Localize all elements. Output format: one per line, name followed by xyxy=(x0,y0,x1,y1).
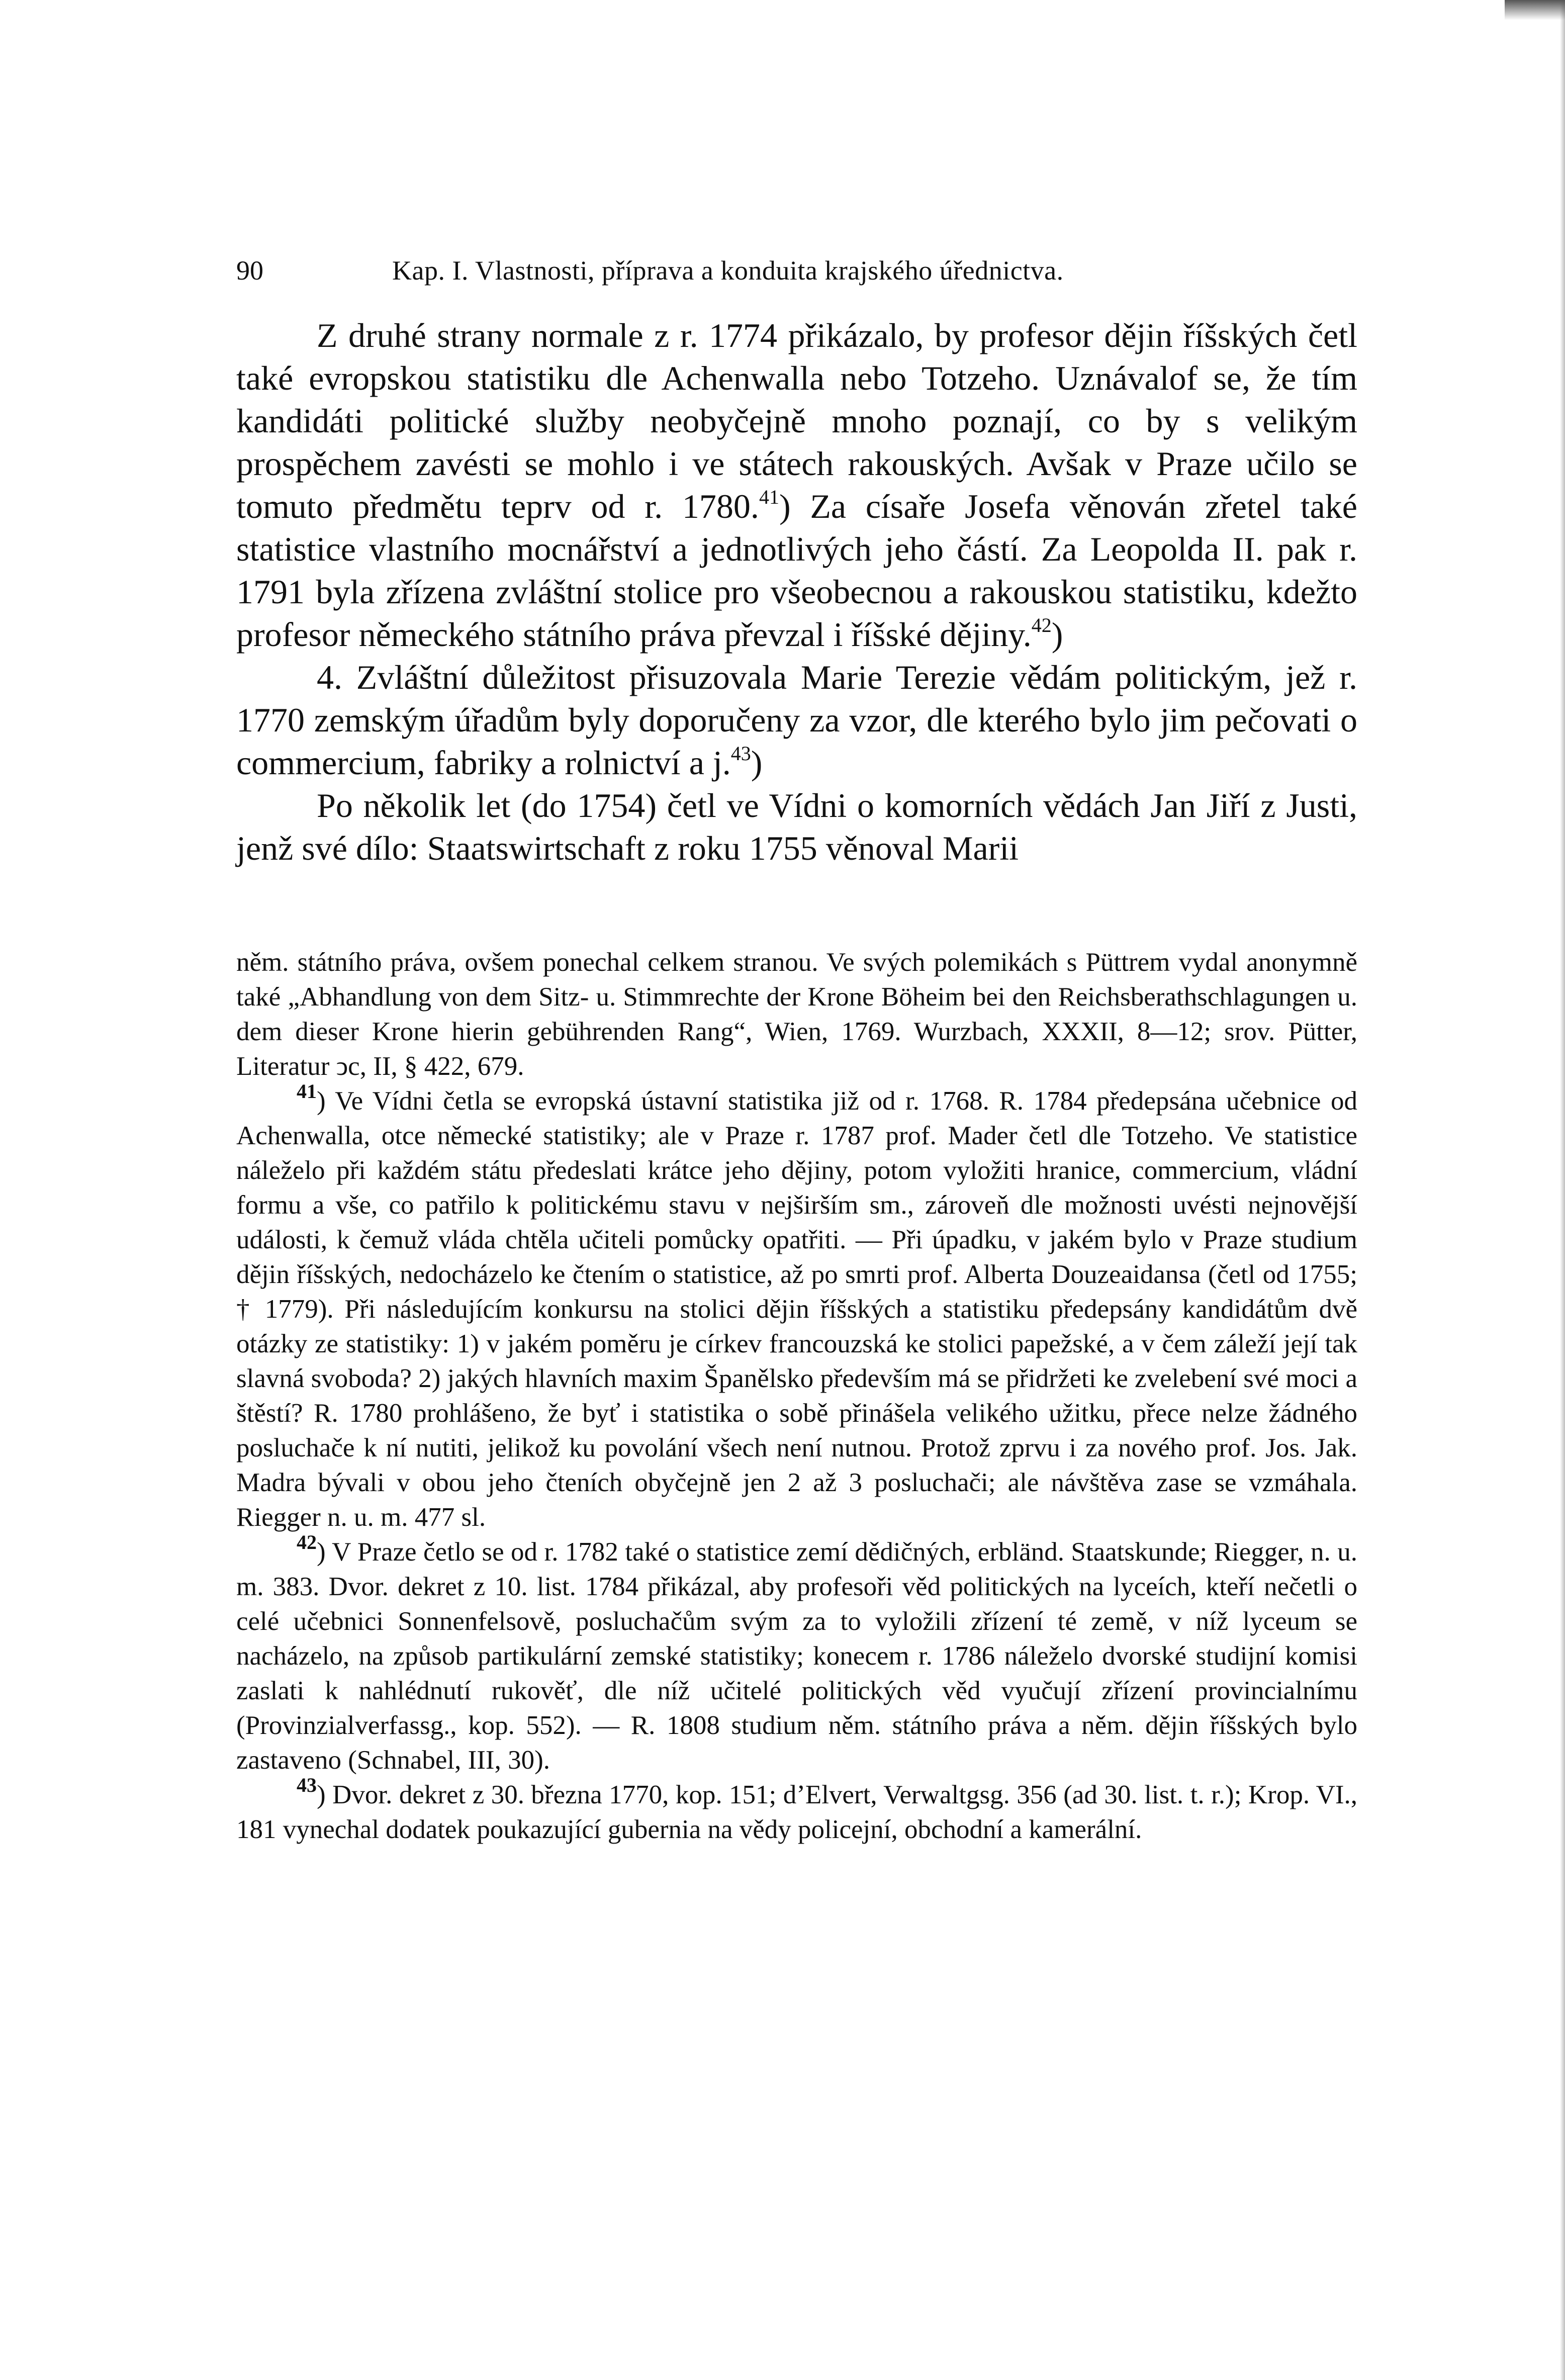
paragraph-text: ) Za císaře Josefa věnován zřetel také statistice vlastního mocnářství a jednotlivých jeho částí. Za Leopolda II. pak r. 1791 byla zřízena zvláštní stolice pro všeobecnou a rakouskou statistiku, kdežto profesor německého státního práva převzal i říšské dějiny. xyxy=(236,487,1357,654)
footnote-ref-41[interactable]: 41 xyxy=(759,486,779,509)
footnote-ref-42[interactable]: 42 xyxy=(1031,614,1052,637)
footnotes xyxy=(236,945,1357,1847)
running-title: Kap. I. Vlastnosti, příprava a konduita krajského úřednictva. xyxy=(392,255,1064,286)
paragraph-statistics xyxy=(236,314,1357,656)
footnote-42 xyxy=(236,1531,1357,1778)
page-header xyxy=(236,250,1342,291)
footnote-text: ) Ve Vídni četla se evropská ústavní statistika již od r. 1768. R. 1784 předepsána učebnice od Achenwalla, otce německé statistiky; ale v Praze r. 1787 prof. Mader četl dle Totzeho. Ve statistice náleželo při každém státu předeslati krátce jeho dějiny, potom vyložiti hranice, commercium, vládní formu a vše, co patřilo k politickému stavu v nejširším sm., zároveň dle možnosti uvésti nejnovější události, k čemuž vláda chtěla učiteli pomůcky opatřiti. — Při úpadku, v jakém bylo v Praze studium dějin říšských, nedocházelo ke čtením o statistice, až po smrti prof. Alberta Douzeaidansa (četl od 1755; † 1779). Při následujícím konkursu na stolici dějin říšských a statistiku předepsány kandidátům dvě otázky ze statistiky: 1) v jakém poměru je církev francouzská ke stolici papežské, a v čem záleží její tak slavná svoboda? 2) jakých hlavních maxim Španělsko především má se přidržeti ke zvelebení své moci a štěstí? R. 1780 prohlášeno, že byť i statistika o sobě přinášela velikého užitku, přece nelze žádného posluchače k ní nutiti, jelikož ku povolání všech není nutnou. Protož zprvu i za nového prof. Jos. Jak. Madra bývali v obou jeho čteních obyčejně jen 2 až 3 posluchači; ale návštěva zase se vzmáhala. Riegger n. u. m. 477 sl. xyxy=(236,1086,1357,1532)
footnote-continuation xyxy=(236,945,1357,1084)
paragraph-text: 4. Zvláštní důležitost přisuzovala Marie Terezie vědám politickým, jež r. 1770 zemským úřadům byly doporučeny za vzor, dle kterého bylo jim pečovati o commercium, fabriky a rolnictví a j. xyxy=(236,658,1357,782)
paragraph-text: Z druhé strany normale z r. 1774 přikázalo, by profesor dějin říšských četl také evropskou statistiku dle Achenwalla nebo Totzeho. Uznávalof se, že tím kandidáti politické služby neobyčejně mnoho poznají, co by s velikým prospěchem zavésti se mohlo i ve státech rakouských. Avšak v Praze učilo se tomuto předmětu teprv od r. 1780. xyxy=(236,316,1357,525)
paragraph-political-sciences xyxy=(236,656,1357,784)
footnote-marker-41: 41 xyxy=(297,1080,317,1103)
paragraph-text: ) xyxy=(751,744,763,782)
footnote-marker-43: 43 xyxy=(297,1774,317,1797)
scan-corner-shadow xyxy=(1505,0,1565,20)
footnote-text: něm. státního práva, ovšem ponechal celkem stranou. Ve svých polemikách s Püttrem vydal anonymně také „Abhandlung von dem Sitz- u. Stimmrechte der Krone Böheim bei den Reichsberathschlagungen u. dem dieser Krone hierin gebührenden Rang“, Wien, 1769. Wurzbach, XXXII, 8—12; srov. Pütter, Literatur ↄc, II, § 422, 679. xyxy=(236,948,1357,1081)
main-text xyxy=(236,314,1357,870)
page-number: 90 xyxy=(236,255,263,286)
footnote-ref-43[interactable]: 43 xyxy=(730,742,751,765)
paragraph-text: ) xyxy=(1051,615,1063,654)
footnote-marker-42: 42 xyxy=(297,1531,317,1554)
paragraph-justi xyxy=(236,784,1357,870)
footnote-text: ) V Praze četlo se od r. 1782 také o statistice zemí dědičných, erbländ. Staatskunde; Riegger, n. u. m. 383. Dvor. dekret z 10. list. 1784 přikázal, aby profesoři věd politických na lyceích, kteří nečetli o celé učebnici Sonnenfelsově, posluchačům svým za to vyložili zřízení té země, v níž lyceum se nacházelo, na způsob partikulární zemské statistiky; konecem r. 1786 náleželo dvorské studijní komisi zaslati k nahlédnutí rukověť, dle níž učitelé politických věd vyučují zřízení provincialnímu (Provinzialverfassg., kop. 552). — R. 1808 studium něm. státního práva a něm. dějin říšských bylo zastaveno (Schnabel, III, 30). xyxy=(236,1537,1357,1775)
footnote-43 xyxy=(236,1774,1357,1847)
footnote-text: ) Dvor. dekret z 30. března 1770, kop. 151; d’Elvert, Verwaltgsg. 356 (ad 30. list. t. r.); Krop. VI., 181 vynechal dodatek poukazující gubernia na vědy policejní, obchodní a kamerální. xyxy=(236,1780,1357,1844)
paragraph-text: Po několik let (do 1754) četl ve Vídni o komorních vědách Jan Jiří z Justi, jenž své dílo: Staatswirtschaft z roku 1755 věnoval Marii xyxy=(236,786,1357,867)
page-edge-shadow xyxy=(1560,0,1565,2380)
footnote-41 xyxy=(236,1080,1357,1535)
